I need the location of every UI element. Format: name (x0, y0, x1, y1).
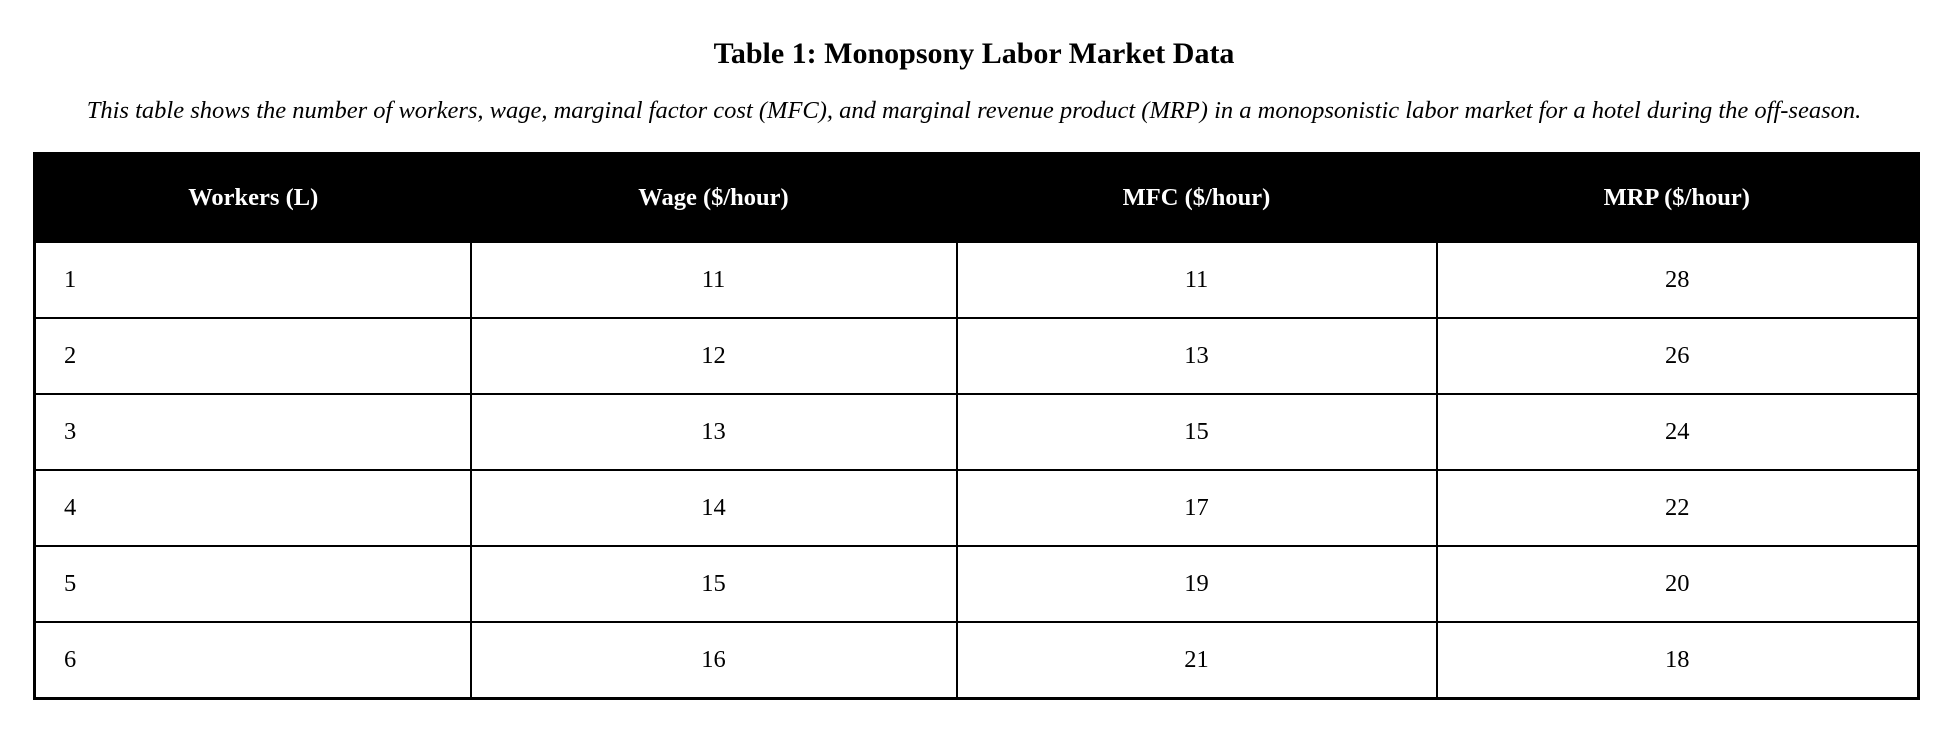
cell-mrp: 20 (1437, 546, 1919, 622)
cell-mfc: 19 (957, 546, 1437, 622)
table-title: Table 1: Monopsony Labor Market Data (713, 37, 1235, 70)
cell-mfc: 21 (957, 622, 1437, 699)
cell-workers: 6 (35, 622, 471, 699)
header-workers: Workers (L) (35, 154, 471, 243)
table-body (35, 242, 1919, 699)
header-mfc: MFC ($/hour) (957, 154, 1437, 243)
table-row (35, 622, 1919, 699)
cell-workers: 5 (35, 546, 471, 622)
cell-mrp: 22 (1437, 470, 1919, 546)
cell-wage: 11 (471, 242, 957, 318)
cell-workers: 4 (35, 470, 471, 546)
cell-mrp: 26 (1437, 318, 1919, 394)
cell-wage: 12 (471, 318, 957, 394)
cell-wage: 14 (471, 470, 957, 546)
cell-mfc: 15 (957, 394, 1437, 470)
cell-mfc: 17 (957, 470, 1437, 546)
table-row (35, 546, 1919, 622)
cell-workers: 1 (35, 242, 471, 318)
table-caption: This table shows the number of workers, wage, marginal factor cost (MFC), and marginal revenue product (MRP) in a monopsonistic labor market for a hotel during the off-season. (86, 97, 1862, 124)
table-row (35, 318, 1919, 394)
cell-mrp: 24 (1437, 394, 1919, 470)
cell-wage: 16 (471, 622, 957, 699)
data-table (33, 152, 1920, 700)
header-row (35, 154, 1919, 243)
table-header (35, 154, 1919, 243)
header-wage: Wage ($/hour) (471, 154, 957, 243)
cell-mfc: 11 (957, 242, 1437, 318)
cell-mrp: 28 (1437, 242, 1919, 318)
table-row (35, 394, 1919, 470)
cell-workers: 2 (35, 318, 471, 394)
cell-workers: 3 (35, 394, 471, 470)
cell-mrp: 18 (1437, 622, 1919, 699)
cell-mfc: 13 (957, 318, 1437, 394)
header-mrp: MRP ($/hour) (1437, 154, 1919, 243)
cell-wage: 13 (471, 394, 957, 470)
table-row (35, 242, 1919, 318)
cell-wage: 15 (471, 546, 957, 622)
table-row (35, 470, 1919, 546)
